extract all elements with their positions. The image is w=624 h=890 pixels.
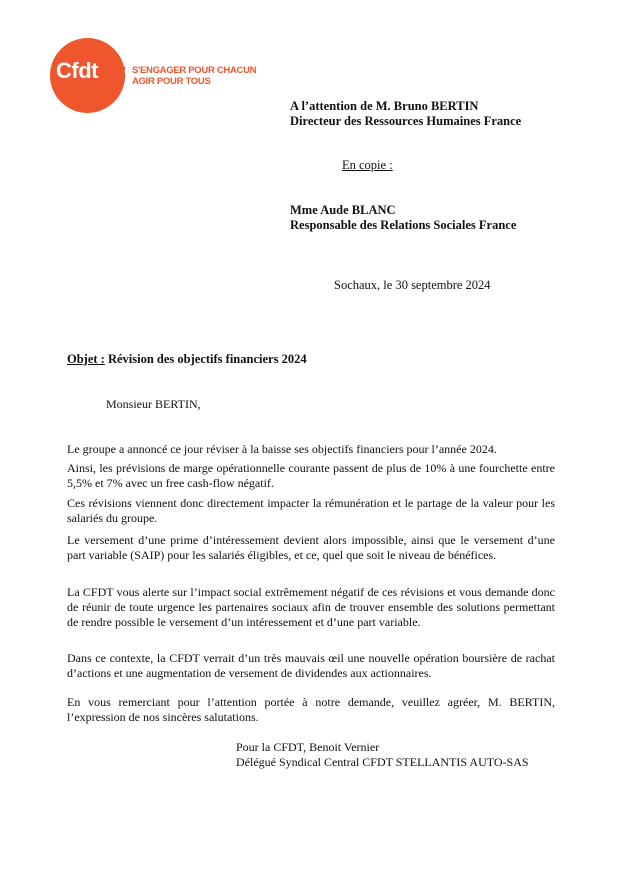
copy-line2: Responsable des Relations Sociales France bbox=[290, 218, 517, 232]
logo-wordmark: Cfdt bbox=[56, 58, 98, 83]
subject-label: Objet : bbox=[67, 352, 105, 366]
cfdt-logo bbox=[50, 38, 257, 114]
salutation: Monsieur BERTIN, bbox=[106, 397, 201, 411]
subject-line bbox=[67, 352, 307, 367]
place-date: Sochaux, le 30 septembre 2024 bbox=[334, 278, 491, 292]
recipient-line2: Directeur des Ressources Humaines France bbox=[290, 114, 522, 128]
signature-line1: Pour la CFDT, Benoit Vernier bbox=[236, 740, 380, 754]
paragraph-2: Ainsi, les prévisions de marge opérationnelle courante passent de plus de 10% à une fourchette entre 5,5% et 7% avec un free cash-flow négatif. bbox=[67, 461, 555, 490]
paragraph-4: Le versement d’une prime d’intéressement devient alors impossible, ainsi que le versement d’une part variable (SAIP) pour les salariés éligibles, et ce, quel que soit le niveau de bénéfices. bbox=[67, 533, 555, 562]
paragraph-7: En vous remerciant pour l’attention portée à notre demande, veuillez agréer, M. BERTIN, l’expression de nos sincères salutations. bbox=[67, 695, 555, 724]
recipient-block bbox=[290, 99, 521, 129]
subject-text: Révision des objectifs financiers 2024 bbox=[104, 352, 307, 366]
signature-block bbox=[236, 740, 529, 770]
paragraph-3: Ces révisions viennent donc directement impacter la rémunération et le partage de la valeur pour les salariés du groupe. bbox=[67, 496, 555, 525]
copy-line1: Mme Aude BLANC bbox=[290, 203, 396, 217]
recipient-line1: A l’attention de M. Bruno BERTIN bbox=[290, 99, 479, 113]
logo-slogan bbox=[132, 65, 262, 87]
signature-line2: Délégué Syndical Central CFDT STELLANTIS AUTO-SAS bbox=[236, 755, 529, 769]
logo-slogan-line1: S'ENGAGER POUR CHACUN bbox=[132, 65, 257, 76]
copy-label: En copie : bbox=[342, 158, 393, 172]
logo-colon: : bbox=[120, 58, 128, 83]
paragraph-6: Dans ce contexte, la CFDT verrait d’un très mauvais œil une nouvelle opération boursière de rachat d’actions et une augmentation de versement de dividendes aux actionnaires. bbox=[67, 651, 555, 680]
copy-block bbox=[290, 203, 516, 233]
logo-slogan-line2: AGIR POUR TOUS bbox=[132, 76, 211, 87]
paragraph-5: La CFDT vous alerte sur l’impact social extrêmement négatif de ces révisions et vous demande donc de réunir de toute urgence les partenaires sociaux afin de trouver ensemble des solutions permettant de rendre possible le versement d’un intéressement et d’une part variable. bbox=[67, 585, 555, 629]
paragraph-1: Le groupe a annoncé ce jour réviser à la baisse ses objectifs financiers pour l’année 2024. bbox=[67, 442, 497, 456]
